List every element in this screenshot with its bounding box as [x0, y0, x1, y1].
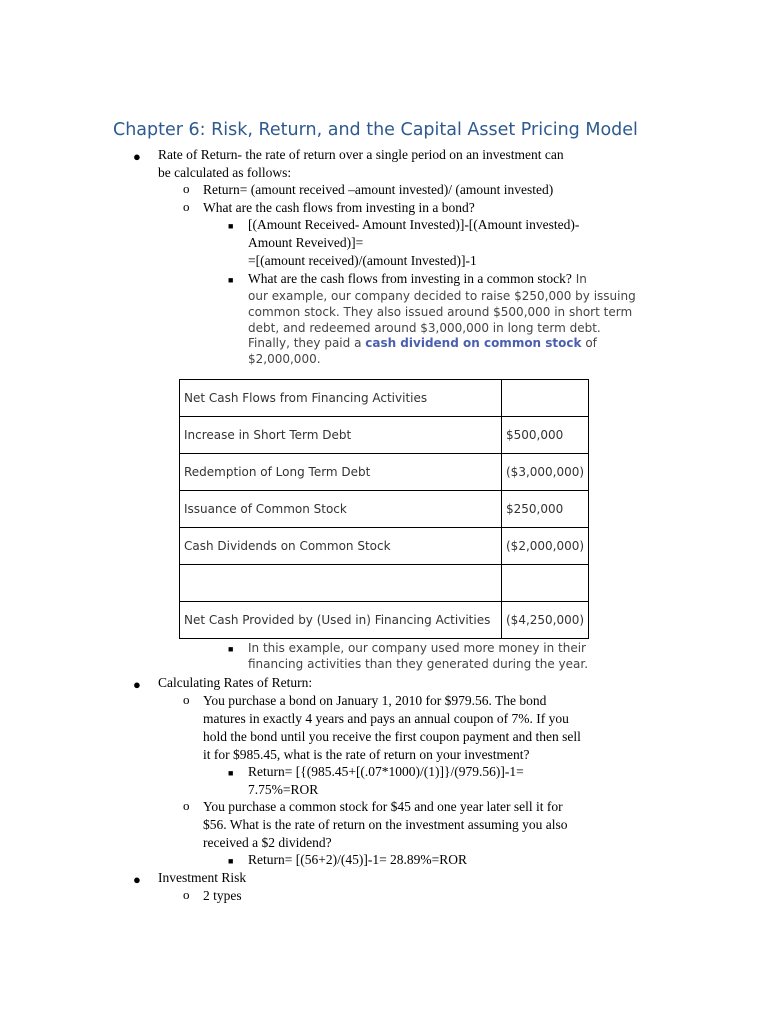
bullet-circle: o: [183, 887, 190, 902]
table-cell-label: [180, 565, 502, 602]
table-cell-value: $500,000: [502, 417, 589, 454]
table-row: [180, 454, 589, 491]
stock-cash-flows-line-2: our example, our company decided to raise $250,000 by issuing: [248, 289, 636, 303]
rate-of-return-line-2: be calculated as follows:: [158, 165, 292, 180]
stock-cash-flows-line-5: Finally, they paid a cash dividend on common stock of: [248, 336, 597, 350]
bond-return-line-2: 7.75%=ROR: [248, 782, 319, 797]
bullet-dot: ●: [133, 872, 141, 887]
table-cell-value: [502, 380, 589, 417]
bullet-circle: o: [183, 199, 190, 214]
table-row: [180, 491, 589, 528]
bond-formula-line-2: Amount Reveived)]=: [248, 235, 364, 250]
bond-return-line-1: Return= [{(985.45+[(.07*1000)/(1)]}/(979.56)]-1=: [248, 764, 524, 779]
return-formula: Return= (amount received –amount invested)/ (amount invested): [203, 182, 554, 197]
table-row: [180, 417, 589, 454]
table-cell-value: [502, 565, 589, 602]
table-cell-label: Net Cash Flows from Financing Activities: [180, 380, 502, 417]
bullet-square: ■: [228, 856, 234, 866]
bullet-square: ■: [228, 275, 234, 285]
stock-example-line-1: You purchase a common stock for $45 and one year later sell it for: [203, 799, 563, 814]
bond-example-line-1: You purchase a bond on January 1, 2010 for $979.56. The bond: [203, 693, 547, 708]
table-note-line-2: financing activities than they generated during the year.: [248, 657, 589, 671]
risk-types-line: 2 types: [203, 888, 242, 903]
stock-cash-flows-line-6: $2,000,000.: [248, 352, 321, 366]
table-cell-label: Net Cash Provided by (Used in) Financing Activities: [180, 602, 502, 639]
table-row: [180, 380, 589, 417]
calculating-rates-heading: Calculating Rates of Return:: [158, 675, 313, 690]
bullet-square: ■: [228, 644, 234, 654]
table-cell-label: Cash Dividends on Common Stock: [180, 528, 502, 565]
stock-cash-flows-line-1: What are the cash flows from investing in a common stock? In: [248, 271, 587, 286]
stock-cash-flows-line-4: debt, and redeemed around $3,000,000 in long term debt.: [248, 321, 601, 335]
financing-activities-table: [179, 379, 589, 639]
investment-risk-heading: Investment Risk: [158, 870, 247, 885]
bullet-square: ■: [228, 768, 234, 778]
table-cell-label: Redemption of Long Term Debt: [180, 454, 502, 491]
bullet-circle: o: [183, 798, 190, 813]
table-cell-value: $250,000: [502, 491, 589, 528]
cash-dividend-link[interactable]: cash dividend on common stock: [365, 336, 582, 350]
table-cell-value: ($3,000,000): [502, 454, 589, 491]
bullet-square: ■: [228, 221, 234, 231]
stock-example-line-3: received a $2 dividend?: [203, 835, 332, 850]
chapter-title: Chapter 6: Risk, Return, and the Capital Asset Pricing Model: [113, 120, 638, 140]
bullet-dot: ●: [133, 677, 141, 692]
table-cell-value: ($2,000,000): [502, 528, 589, 565]
bullet-circle: o: [183, 692, 190, 707]
table-cell-value: ($4,250,000): [502, 602, 589, 639]
stock-example-line-2: $56. What is the rate of return on the investment assuming you also: [203, 817, 568, 832]
table-row: [180, 528, 589, 565]
table-row: [180, 565, 589, 602]
bond-example-line-4: it for $985.45, what is the rate of return on your investment?: [203, 747, 530, 762]
table-cell-label: Issuance of Common Stock: [180, 491, 502, 528]
bond-example-line-2: matures in exactly 4 years and pays an annual coupon of 7%. If you: [203, 711, 569, 726]
table-note-line-1: In this example, our company used more money in their: [248, 641, 586, 655]
table-row: [180, 602, 589, 639]
bullet-circle: o: [183, 181, 190, 196]
bond-formula-line-3: =[(amount received)/(amount Invested)]-1: [248, 253, 477, 268]
rate-of-return-line-1: Rate of Return- the rate of return over a single period on an investment can: [158, 147, 564, 162]
bond-example-line-3: hold the bond until you receive the first coupon payment and then sell: [203, 729, 581, 744]
stock-cash-flows-line-3: common stock. They also issued around $500,000 in short term: [248, 305, 633, 319]
stock-return-line: Return= [(56+2)/(45)]-1= 28.89%=ROR: [248, 852, 468, 867]
table-cell-label: Increase in Short Term Debt: [180, 417, 502, 454]
bond-formula-line-1: [(Amount Received- Amount Invested)]-[(Amount invested)-: [248, 217, 580, 232]
bond-cash-flows-question: What are the cash flows from investing in a bond?: [203, 200, 475, 215]
bullet-dot: ●: [133, 149, 141, 164]
